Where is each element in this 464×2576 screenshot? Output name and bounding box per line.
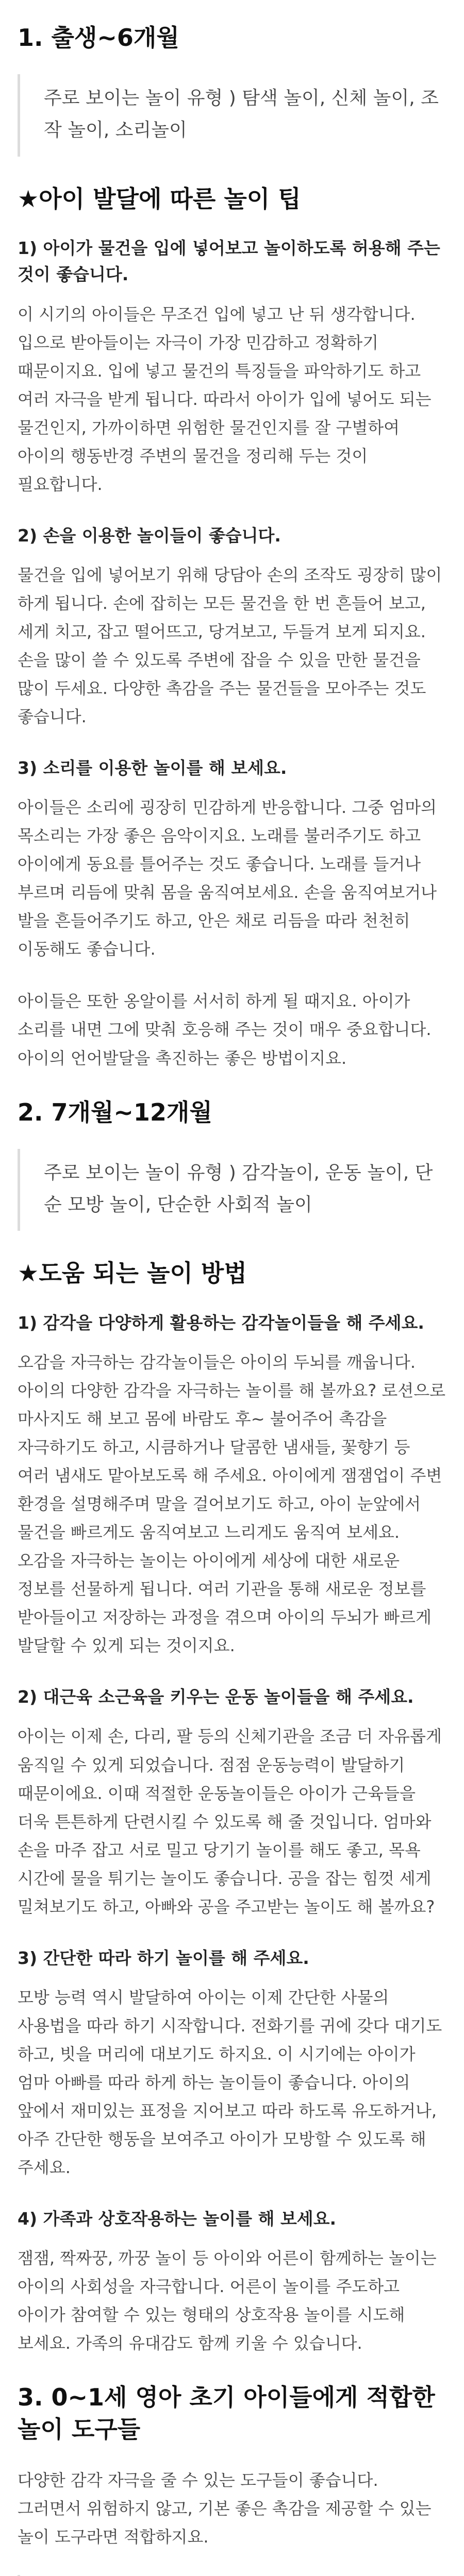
- tip-paragraph: 아이들은 또한 옹알이를 서서히 하게 될 때지요. 아이가 소리를 내면 그에 맞춰 호응해 주는 것이 매우 중요합니다. 아이의 언어발달을 촉진하는 좋은 방법이지요.: [18, 991, 432, 1068]
- tip-heading: 2) 대근육 소근육을 키우는 운동 놀이들을 해 주세요.: [18, 1687, 414, 1707]
- tip-heading: 3) 소리를 이용한 놀이를 해 보세요.: [18, 758, 287, 778]
- tip-heading: 1) 감각을 다양하게 활용하는 감각놀이들을 해 주세요.: [18, 1312, 424, 1333]
- section-play-tools: [18, 2381, 446, 2576]
- tip-heading: 3) 간단한 따라 하기 놀이를 해 주세요.: [18, 1947, 309, 1968]
- tip-paragraph: 아이는 이제 손, 다리, 팔 등의 신체기관을 조금 더 자유롭게 움직일 수 있게 되었습니다. 점점 운동능력이 발달하기 때문이에요. 이때 적절한 운동놀이들은 아이가 근육들을 더욱 튼튼하게 단련시킬 수 있도록 해 줄 것입니다. 엄마와 손을 마주 잡고 서로 밀고 당기기 놀이를 해도 좋고, 목욕 시간에 물을 튀기는 놀이도 좋습니다. 공을 잡는 힘껏 세게 밀쳐보기도 하고, 아빠와 공을 주고받는 놀이도 해 볼까요?: [18, 1726, 442, 1917]
- section-7-12-months: [18, 1096, 446, 2358]
- tip-title: ★아이 발달에 따른 놀이 팁: [18, 184, 301, 213]
- section-title: 1. 출생~6개월: [18, 24, 179, 52]
- section-birth-6-months: [18, 22, 446, 1073]
- section-title: 3. 0~1세 영아 초기 아이들에게 적합한 놀이 도구들: [18, 2383, 435, 2444]
- play-types-quote: 주로 보이는 놀이 유형 ) 탐색 놀이, 신체 놀이, 조작 놀이, 소리놀이: [18, 74, 446, 157]
- tip-paragraph: 모방 능력 역시 발달하여 아이는 이제 간단한 사물의 사용법을 따라 하기 시작합니다. 전화기를 귀에 갖다 대기도 하고, 빗을 머리에 대보기도 하지요. 이 시기에는 아이가 엄마 아빠를 따라 하게 하는 놀이들이 좋습니다. 아이의 앞에서 재미있는 표정을 지어보고 따라 하도록 유도하거나, 아주 간단한 행동을 보여주고 아이가 모방할 수 있도록 해 주세요.: [18, 1987, 442, 2178]
- play-types-quote: 주로 보이는 놀이 유형 ) 감각놀이, 운동 놀이, 단순 모방 놀이, 단순한 사회적 놀이: [18, 1149, 446, 1231]
- tip-heading: 4) 가족과 상호작용하는 놀이를 해 보세요.: [18, 2209, 337, 2229]
- tip-title: ★도움 되는 놀이 방법: [18, 1259, 247, 1287]
- tip-heading: 2) 손을 이용한 놀이들이 좋습니다.: [18, 525, 281, 546]
- tip-paragraph: 아이들은 소리에 굉장히 민감하게 반응합니다. 그중 엄마의 목소리는 가장 좋은 음악이지요. 노래를 불러주기도 하고 아이에게 동요를 틀어주는 것도 좋습니다. 노래를 들거나 부르며 리듬에 맞춰 몸을 움직여보세요. 손을 움직여보거나 발을 흔들어주기도 하고, 안은 채로 리듬을 따라 천천히 이동해도 좋습니다.: [18, 798, 437, 959]
- tip-heading: 1) 아이가 물건을 입에 넣어보고 놀이하도록 허용해 주는 것이 좋습니다.: [18, 238, 440, 285]
- tip-paragraph: 물건을 입에 넣어보기 위해 당담아 손의 조작도 굉장히 많이 하게 됩니다. 손에 잡히는 모든 물건을 한 번 흔들어 보고, 세게 치고, 잡고 떨어뜨고, 당겨보고, 두들겨 보게 되지요. 손을 많이 쓸 수 있도록 주변에 잡을 수 있을 만한 물건을 많이 두세요. 다양한 촉감을 주는 물건들을 모아주는 것도 좋습니다.: [18, 565, 442, 727]
- tip-paragraph: 이 시기의 아이들은 무조건 입에 넣고 난 뒤 생각합니다. 입으로 받아들이는 자극이 가장 민감하고 정확하기 때문이지요. 입에 넣고 물건의 특징들을 파악하기도 하고 여러 자극을 받게 됩니다. 따라서 아이가 입에 넣어도 되는 물건인지, 가까이하면 위험한 물건인지를 잘 구별하여 아이의 행동반경 주변의 물건을 정리해 두는 것이 필요합니다.: [18, 304, 432, 494]
- intro-paragraph: 다양한 감각 자극을 줄 수 있는 도구들이 좋습니다. 그러면서 위험하지 않고, 기본 좋은 촉감을 제공할 수 있는 놀이 도구라면 적합하지요.: [18, 2470, 432, 2547]
- tip-paragraph: 잼잼, 짝짜꿍, 까꿍 놀이 등 아이와 어른이 함께하는 놀이는 아이의 사회성을 자극합니다. 어른이 놀이를 주도하고 아이가 참여할 수 있는 형태의 상호작용 놀이를 시도해 보세요. 가족의 유대감도 함께 키울 수 있습니다.: [18, 2248, 437, 2353]
- tip-paragraph: 오감을 자극하는 감각놀이들은 아이의 두뇌를 깨웁니다. 아이의 다양한 감각을 자극하는 놀이를 해 볼까요? 로션으로 마사지도 해 보고 몸에 바람도 후~ 불어주어 촉감을 자극하기도 하고, 시큼하거나 달콤한 냄새들, 꽃향기 등 여러 냄새도 맡아보도록 해 주세요. 아이에게 잼잼업이 주변 환경을 설명해주며 말을 걸어보기도 하고, 아이 눈앞에서 물건을 빠르게도 움직여보고 느리게도 움직여 보세요. 오감을 자극하는 놀이는 아이에게 세상에 대한 새로운 정보를 선물하게 됩니다. 여러 기관을 통해 새로운 정보를 받아들이고 저장하는 과정을 겪으며 아이의 두뇌가 빠르게 발달할 수 있게 되는 것이지요.: [18, 1352, 446, 1656]
- section-title: 2. 7개월~12개월: [18, 1098, 212, 1126]
